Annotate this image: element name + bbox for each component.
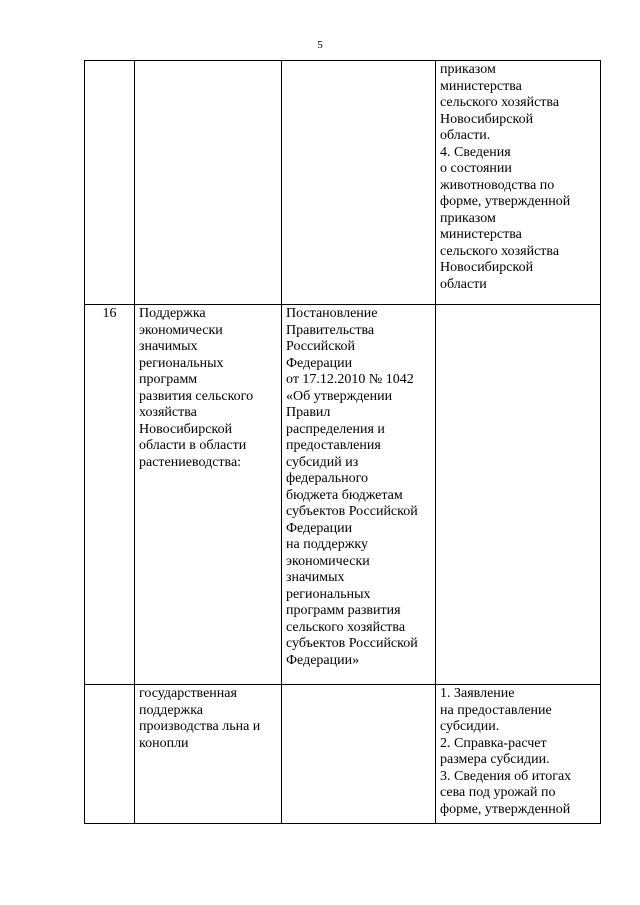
legal-basis-cell (282, 61, 436, 305)
measure-name-cell (135, 61, 282, 305)
table-row (85, 305, 601, 685)
table-row (85, 61, 601, 305)
row-number-cell (85, 61, 135, 305)
row-number-cell (85, 685, 135, 824)
documents-cell (436, 305, 601, 685)
legal-basis-cell: Постановление Правительства Российской Федерации от 17.12.2010 № 1042 «Об утверждении Правил распределения и предоставления субсидий из федерального бюджета бюджетам субъектов Российской Федерации на поддержку экономически значимых региональных программ развития сельского хозяйства субъектов Российской Федерации» (282, 305, 436, 685)
measure-name-cell: Поддержка экономически значимых региональных программ развития сельского хозяйства Новосибирской области в области растениеводства: (135, 305, 282, 685)
subsidy-table (84, 60, 601, 824)
row-number-cell: 16 (85, 305, 135, 685)
table-row (85, 685, 601, 824)
page-number: 5 (317, 39, 323, 51)
documents-cell: 1. Заявление на предоставление субсидии. 2. Справка-расчет размера субсидии. 3. Сведения об итогах сева под урожай по форме, утвержденной (436, 685, 601, 824)
measure-name-cell: государственная поддержка производства льна и конопли (135, 685, 282, 824)
documents-cell: приказом министерства сельского хозяйства Новосибирской области. 4. Сведения о состоянии животноводства по форме, утвержденной приказом министерства сельского хозяйства Новосибирской области (436, 61, 601, 305)
legal-basis-cell (282, 685, 436, 824)
